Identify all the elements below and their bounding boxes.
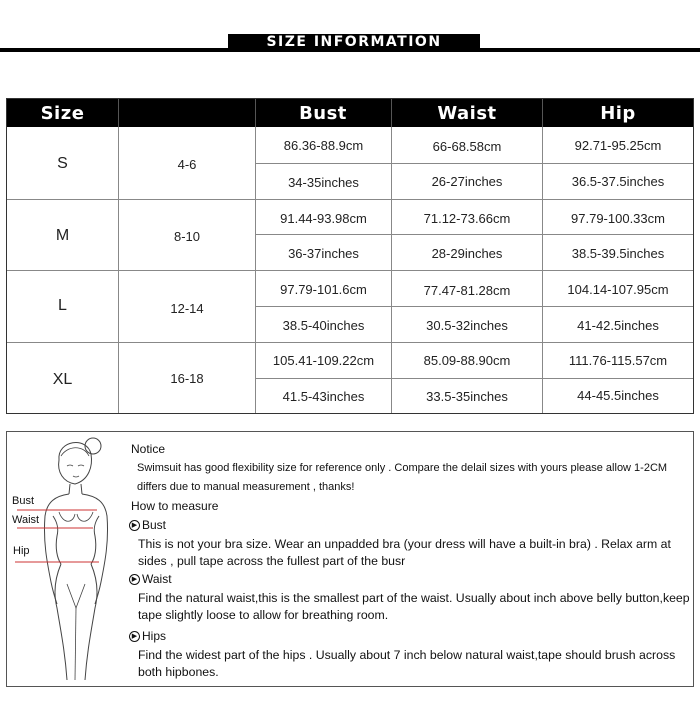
size-xl-waist-cm: 85.09-88.90cm [423, 353, 511, 368]
size-xl-waist-in: 33.5-35inches [426, 389, 508, 404]
size-m-hip-in: 38.5-39.5inches [571, 246, 665, 261]
row-divider [7, 270, 693, 271]
header-bust: Bust [299, 103, 347, 124]
notice-line-1: Swimsuit has good flexibility size for reference only . Compare the delail sizes with yours please allow 1-2CM [137, 462, 668, 474]
figure-label-bust: Bust [12, 495, 35, 507]
size-m-waist-in: 28-29inches [431, 246, 503, 261]
arrow-bullet-icon: ▶ [129, 574, 140, 585]
header-hip: Hip [600, 103, 636, 124]
sub-row-divider [255, 234, 693, 235]
bust-section-title [129, 518, 166, 532]
size-s-bust-cm: 86.36-88.9cm [283, 138, 364, 153]
size-s-hip-in: 36.5-37.5inches [571, 174, 665, 189]
figure-label-hip: Hip [13, 545, 30, 557]
size-m-us: 8-10 [173, 229, 201, 244]
size-l-label: L [58, 297, 67, 314]
body-outline-illustration [7, 432, 125, 686]
size-l-waist-cm: 77.47-81.28cm [423, 283, 511, 298]
size-xl-hip-cm: 111.76-115.57cm [568, 353, 668, 368]
bust-instruction-line-1: This is not your bra size. Wear an unpadded bra (your dress will have a built-in bra) . Relax arm at [138, 537, 671, 551]
bust-instruction-line-2: sides , pull tape across the fullest part of the busr [138, 554, 406, 568]
row-divider [7, 199, 693, 200]
size-s-waist-in: 26-27inches [431, 174, 503, 189]
measure-notice-box [6, 431, 694, 687]
size-l-bust-in: 38.5-40inches [282, 318, 365, 333]
waist-instruction-line-2: tape slightly loose to allow for breathing room. [138, 608, 389, 622]
waist-section-title [129, 572, 172, 586]
size-l-hip-in: 41-42.5inches [577, 318, 659, 333]
size-l-bust-cm: 97.79-101.6cm [280, 282, 367, 297]
size-s-us: 4-6 [177, 157, 197, 172]
size-xl-bust-cm: 105.41-109.22cm [272, 353, 375, 368]
header-us-size [119, 99, 255, 127]
size-table [6, 98, 694, 414]
header-waist: Waist [437, 103, 497, 124]
header-size: Size [40, 103, 85, 124]
size-s-hip-cm: 92.71-95.25cm [574, 138, 662, 153]
arrow-bullet-icon: ▶ [129, 520, 140, 531]
size-m-bust-cm: 91.44-93.98cm [280, 211, 367, 226]
size-s-bust-in: 34-35inches [288, 175, 359, 190]
size-l-waist-in: 30.5-32inches [426, 318, 508, 333]
table-header [7, 99, 693, 127]
size-m-label: M [55, 227, 70, 244]
notice-line-2: differs due to manual measurement , thanks! [137, 481, 355, 493]
bust-title-text: Bust [142, 518, 167, 532]
size-s-waist-cm: 66-68.58cm [432, 139, 502, 154]
body-figure [7, 432, 125, 686]
waist-instruction-line-1: Find the natural waist,this is the smallest part of the waist. Usually about inch above belly button,keep [138, 591, 690, 605]
notice-heading: Notice [131, 442, 166, 456]
arrow-bullet-icon: ▶ [129, 631, 140, 642]
how-to-measure-heading: How to measure [131, 499, 219, 513]
figure-label-waist: Waist [12, 514, 40, 526]
size-m-waist-cm: 71.12-73.66cm [423, 211, 511, 226]
size-m-bust-in: 36-37inches [288, 246, 359, 261]
size-s-label: S [57, 155, 68, 172]
page-title: SIZE INFORMATION [228, 34, 480, 51]
sub-row-divider [255, 306, 693, 307]
size-xl-label: XL [52, 371, 73, 388]
size-l-us: 12-14 [170, 301, 204, 316]
size-xl-bust-in: 41.5-43inches [282, 389, 365, 404]
hips-instruction-line-2: both hipbones. [138, 665, 219, 679]
size-l-hip-cm: 104.14-107.95cm [567, 282, 669, 297]
hips-section-title [129, 629, 166, 643]
row-divider [7, 342, 693, 343]
waist-title-text: Waist [142, 572, 172, 586]
hips-title-text: Hips [142, 629, 167, 643]
size-xl-hip-in: 44-45.5inches [577, 388, 659, 403]
sub-row-divider [255, 378, 693, 379]
hips-instruction-line-1: Find the widest part of the hips . Usually about 7 inch below natural waist,tape should brush across [138, 648, 676, 662]
sub-row-divider [255, 163, 693, 164]
size-m-hip-cm: 97.79-100.33cm [571, 211, 665, 226]
size-xl-us: 16-18 [170, 371, 204, 386]
